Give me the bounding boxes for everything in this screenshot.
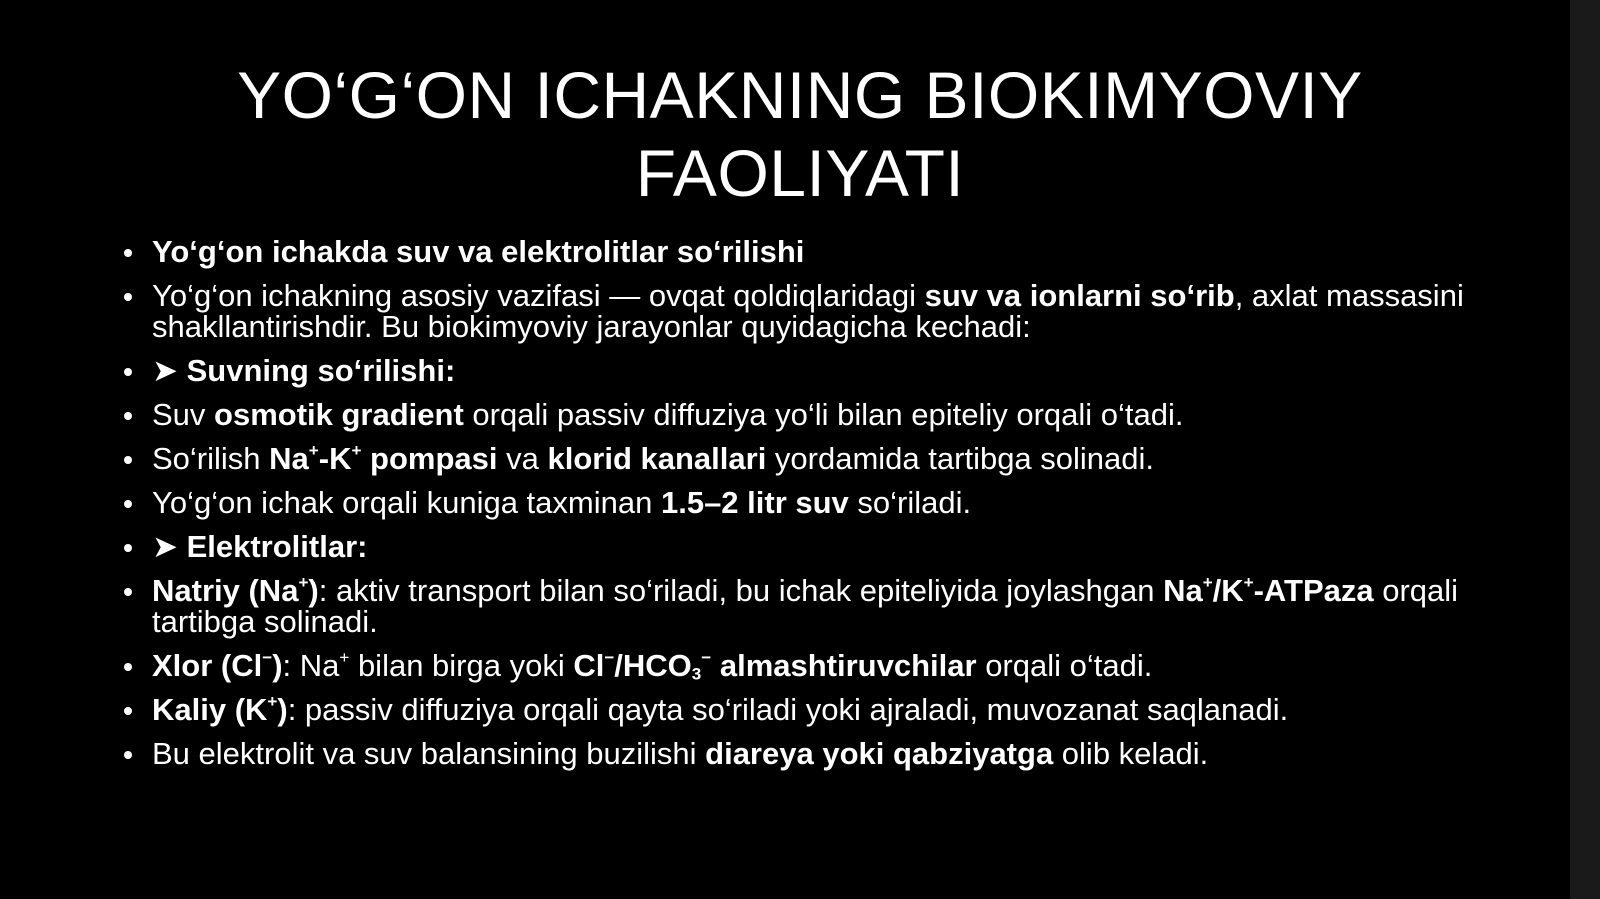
bullet-text: Bu elektrolit va suv balansining buzilishi [152,736,706,771]
bullet-emphasis: osmotik gradient [214,397,464,432]
formula-text: bilan birga yoki [349,648,574,683]
bullet-list [152,236,1482,769]
formula-text: Kaliy (K [152,692,268,727]
bullet-emphasis [152,692,288,727]
bullet-item [152,531,1482,562]
bullet-item [152,280,1482,342]
bullet-text: Suv [152,397,215,432]
bullet-emphasis: diareya yoki qabziyatga [705,736,1054,771]
bullet-text: va [497,441,548,476]
bullet-text: orqali passiv diffuziya yo‘li bilan epiteliy orqali o‘tadi. [463,397,1184,432]
formula-superscript: − [701,648,712,668]
bullet-text: olib keladi. [1053,736,1209,771]
formula-superscript: − [262,648,273,668]
formula-text: almashtiruvchilar [711,648,977,683]
bullet-heading: ➤ Elektrolitlar: [152,529,368,564]
formula-text: Cl [573,648,605,683]
bullet-emphasis: suv va ionlarni so‘rib [924,278,1235,313]
formula-text: Natriy (Na [152,573,299,608]
formula-superscript: − [604,648,615,668]
bullet-emphasis: 1.5–2 litr suv [660,485,849,520]
formula-superscript: + [298,573,309,593]
formula-text: Xlor (Cl [152,648,263,683]
formula-text: pompasi [361,441,498,476]
bullet-text: orqali o‘tadi. [976,648,1153,683]
slide-title-line-1: YO‘G‘ON ICHAKNING BIOKIMYOVIY [237,58,1363,132]
formula-text: Na [269,441,309,476]
bullet-item [152,487,1482,518]
bullet-text: , axlat massasini shakllantirishdir. Bu biokimyoviy jarayonlar quyidagicha kechadi: [152,278,1464,344]
formula-superscript: + [339,648,350,668]
bullet-emphasis: klorid kanallari [547,441,767,476]
bullet-heading: ➤ Suvning so‘rilishi: [152,353,456,388]
slide-title [60,56,1540,212]
bullet-emphasis [573,648,976,683]
bullet-emphasis [269,441,497,476]
bullet-item [152,236,1482,267]
bullet-text: So‘rilish [152,441,270,476]
formula-subscript: 3 [691,664,702,684]
formula-text: Na [1163,573,1203,608]
bullet-emphasis [152,573,319,608]
formula-text: -K [318,441,352,476]
bullet-text: yordamida tartibga solinadi. [766,441,1155,476]
formula-superscript: + [308,441,319,461]
bullet-text: Yo‘g‘on ichakda suv va elektrolitlar so‘rilishi [152,234,805,269]
bullet-text: : aktiv transport bilan so‘riladi, bu ichak epiteliyida joylashgan [318,573,1164,608]
formula-superscript: + [1202,573,1213,593]
formula-superscript: + [267,692,278,712]
bullet-item [152,443,1482,474]
bullet-item [152,355,1482,386]
formula-text: ) [277,692,288,727]
slide-title-line-2: FAOLIYATI [635,136,965,210]
formula-superscript: + [1243,573,1254,593]
bullet-item [152,575,1482,637]
bullet-item [152,738,1482,769]
bullet-item [152,399,1482,430]
formula-text: ) [308,573,319,608]
formula-text: /HCO [614,648,692,683]
bullet-text: orqali tartibga solinadi. [152,573,1459,639]
formula-text: -ATPaza [1253,573,1374,608]
bullet-emphasis [152,648,283,683]
formula-superscript: + [351,441,362,461]
bullet-item [152,694,1482,725]
bullet-text: Yo‘g‘on ichakning asosiy vazifasi — ovqat qoldiqlaridagi [152,278,925,313]
formula-text: /K [1212,573,1244,608]
formula-text: : Na [282,648,340,683]
bullet-text: so‘riladi. [848,485,972,520]
bullet-text: Yo‘g‘on ichak orqali kuniga taxminan [152,485,661,520]
bullet-emphasis [1163,573,1374,608]
formula-text: ) [272,648,283,683]
bullet-text: : passiv diffuziya orqali qayta so‘riladi yoki ajraladi, muvozanat saqlanadi. [287,692,1289,727]
slide-edge-bar [1570,0,1600,899]
bullet-item [152,648,1482,684]
bullet-text [283,648,574,683]
